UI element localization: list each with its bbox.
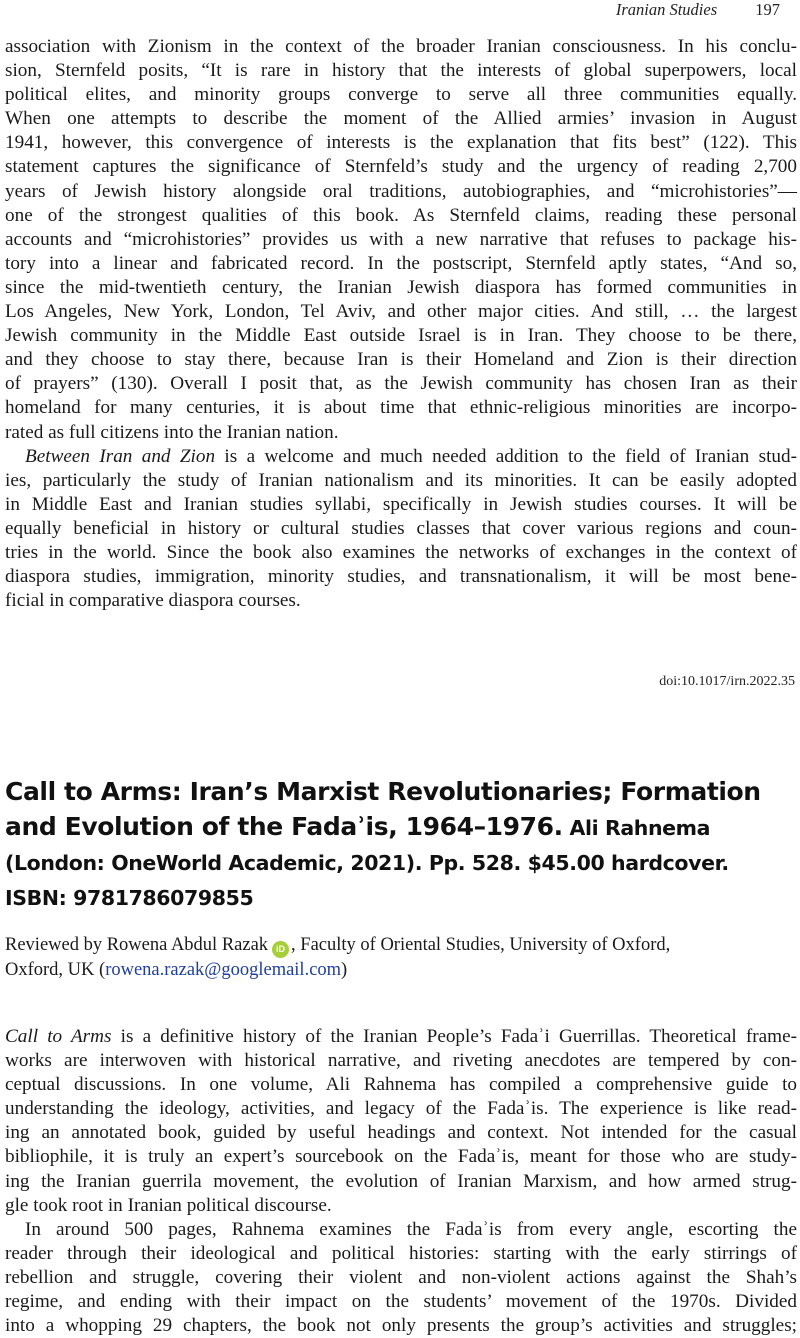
- paragraph: [5, 445, 797, 614]
- text-line: understanding the ideology, activities, and legacy of the Fadaʾis. The experience is like read-: [5, 1098, 797, 1120]
- paragraph: [5, 35, 797, 445]
- text-line: since the mid-twentieth century, the Iranian Jewish diaspora has formed communities in: [5, 276, 797, 298]
- text-line: political elites, and minority groups converge to serve all three communities equally.: [5, 84, 797, 106]
- text-line: sion, Sternfeld posits, “It is rare in history that the interests of global superpowers, local: [5, 60, 797, 82]
- text-line: equally beneficial in history or cultural studies classes that cover various regions and coun-: [5, 517, 797, 539]
- text-line: association with Zionism in the context of the broader Iranian consciousness. In his conclu-: [5, 36, 797, 57]
- text-span: is a welcome and much needed addition to the field of Iranian stud-: [215, 445, 797, 467]
- text-line: one of the strongest qualities of this book. As Sternfeld claims, reading these personal: [5, 204, 797, 226]
- text-line: homeland for many centuries, it is about time that ethnic-religious minorities are incorpo-: [5, 397, 797, 419]
- orcid-icon[interactable]: iD: [272, 941, 289, 958]
- text-line: 1941, however, this convergence of interests is the explanation that fits best” (122). This: [5, 132, 797, 154]
- doi-link[interactable]: doi:10.1017/irn.2022.35: [659, 674, 795, 689]
- book-title-line: [5, 809, 795, 846]
- text-line: tory into a linear and fabricated record. In the postscript, Sternfeld aptly states, “And so,: [5, 252, 797, 274]
- page-number: 197: [755, 0, 780, 19]
- text-line: ing an annotated book, guided by useful headings and context. Not intended for the casual: [5, 1122, 797, 1144]
- text-line: reader through their ideological and political histories: starting with the early stirrings of: [5, 1242, 797, 1264]
- text-line: When one attempts to describe the moment of the Allied armies’ invasion in August: [5, 108, 797, 130]
- text-line: ies, particularly the study of Iranian nationalism and its minorities. It can be easily adopted: [5, 469, 797, 491]
- text-line: tries in the world. Since the book also examines the networks of exchanges in the context of: [5, 541, 797, 563]
- text-line: works are interwoven with historical narrative, and riveting anecdotes are tempered by con-: [5, 1050, 797, 1072]
- text-line: in Middle East and Iranian studies syllabi, specifically in Jewish studies courses. It will be: [5, 493, 797, 515]
- text-line: into a whopping 29 chapters, the book not only presents the group’s activities and struggles;: [5, 1315, 797, 1337]
- text-line: [5, 1025, 797, 1049]
- previous-review-body: [5, 35, 797, 613]
- text-line: and they choose to stay there, because Iran is their Homeland and Zion is their direction: [5, 349, 797, 371]
- text-line: years of Jewish history alongside oral traditions, autobiographies, and “microhistories”—: [5, 180, 797, 202]
- text-line: ficial in comparative diaspora courses.: [5, 590, 301, 612]
- reviewer-email-link[interactable]: rowena.razak@googlemail.com: [105, 960, 342, 980]
- text-line: of prayers” (130). Overall I posit that, as the Jewish community has chosen Iran as their: [5, 373, 797, 395]
- reviewer-name: Reviewed by Rowena Abdul Razak: [5, 935, 269, 955]
- text-line: regime, and ending with their impact on the students’ movement of the 1970s. Divided: [5, 1291, 797, 1313]
- book-title-italic: Between Iran and Zion: [25, 445, 216, 467]
- text-line: In around 500 pages, Rahnema examines the Fadaʾis from every angle, escorting the: [25, 1218, 797, 1240]
- running-head: [616, 0, 780, 20]
- text-line: ceptual discussions. In one volume, Ali Rahnema has compiled a comprehensive guide to: [5, 1074, 797, 1096]
- text-line: gle took root in Iranian political discourse.: [5, 1194, 332, 1216]
- publication-details: (London: OneWorld Academic, 2021). Pp. 528. $45.00 hardcover.: [5, 851, 729, 875]
- paragraph: [5, 1218, 797, 1338]
- text-line: Jewish community in the Middle East outside Israel is in Iran. They choose to be there,: [5, 325, 797, 347]
- text-line: diaspora studies, immigration, minority studies, and transnationalism, it will be most bene-: [5, 566, 797, 588]
- isbn: ISBN: 9781786079855: [5, 886, 254, 910]
- book-title-line: Call to Arms: Iran’s Marxist Revolutionaries; Formation: [5, 777, 761, 806]
- text-line: rebellion and struggle, covering their violent and non-violent actions against the Shah’s: [5, 1266, 797, 1288]
- text-line: Los Angeles, New York, London, Tel Aviv, and other major cities. And still, … the largest: [5, 301, 797, 323]
- text-line: bibliophile, it is truly an expert’s sourcebook on the Fadaʾis, meant for those who are study-: [5, 1146, 797, 1168]
- closing-paren: ): [341, 960, 348, 980]
- book-author: Ali Rahnema: [562, 816, 711, 840]
- text-line: [5, 445, 797, 469]
- text-line: rated as full citizens into the Iranian nation.: [5, 421, 339, 443]
- reviewer-location: Oxford, UK (: [5, 960, 106, 980]
- book-title-italic: Call to Arms: [5, 1026, 112, 1047]
- reviewer-info: [5, 933, 795, 982]
- review-heading: [5, 774, 795, 916]
- text-line: ing the Iranian guerrila movement, the evolution of Iranian Marxism, and how armed strug-: [5, 1170, 797, 1192]
- text-line: accounts and “microhistories” provides us with a new narrative that refuses to package his-: [5, 228, 797, 250]
- reviewer-affiliation: , Faculty of Oriental Studies, University of Oxford,: [291, 935, 671, 955]
- book-title-text: and Evolution of the Fadaʾis, 1964–1976.: [5, 812, 563, 841]
- journal-name: Iranian Studies: [615, 0, 718, 19]
- text-span: is a definitive history of the Iranian People’s Fadaʾi Guerrillas. Theoretical frame-: [111, 1026, 797, 1047]
- review-body: [5, 1025, 797, 1338]
- paragraph: [5, 1025, 797, 1218]
- text-line: statement captures the significance of Sternfeld’s study and the urgency of reading 2,700: [5, 156, 797, 178]
